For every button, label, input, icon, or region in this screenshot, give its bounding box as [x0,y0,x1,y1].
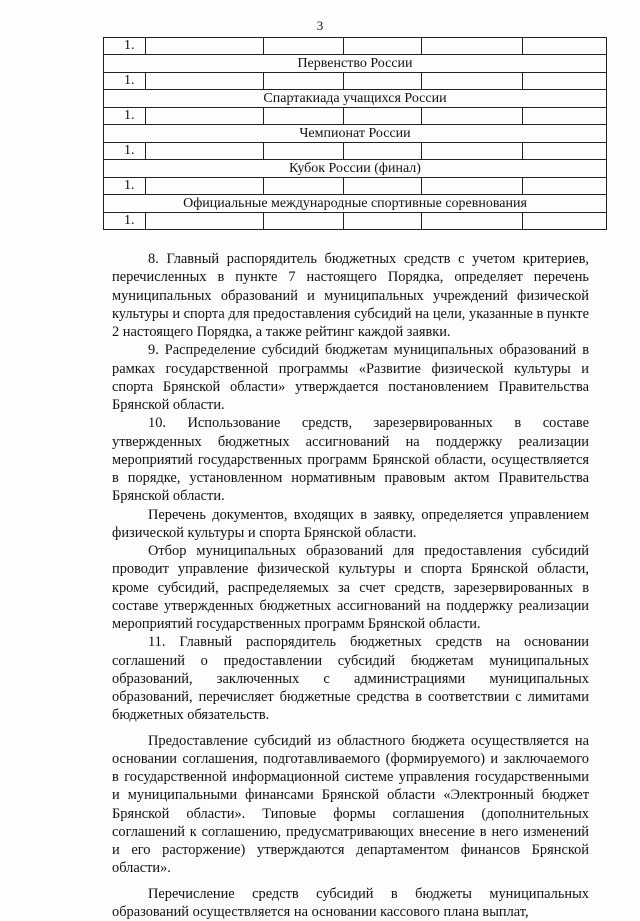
table-row-number: 1. [104,108,146,125]
table-section-row [104,195,607,213]
paragraph-selection: Отбор муниципальных образований для предоставления субсидий проводит управление физической культуры и спорта Брянской области, кроме субсидий, распределяемых за счет средств, зарезервированных в составе утвержденных бюджетных ассигнований на поддержку реализации мероприятий государственных программ Брянской области. [112,542,589,633]
table-cell [146,178,264,195]
table-row [104,38,607,55]
paragraph-9: 9. Распределение субсидий бюджетам муниципальных образований в рамках государственной программы «Развитие физической культуры и спорта Брянской области» утверждается постановлением Правительства Брянской области. [112,341,589,414]
table-cell [344,143,422,160]
table-cell [264,213,344,230]
table-cell [146,143,264,160]
table-cell [422,143,523,160]
table-cell [422,178,523,195]
table-row-number: 1. [104,143,146,160]
document-body [112,250,589,921]
table-cell [344,73,422,90]
table-section-row [104,125,607,143]
table-cell [264,108,344,125]
table-cell [523,178,607,195]
table-cell [344,108,422,125]
table-cell [523,73,607,90]
page-number: 3 [0,18,640,34]
table-row [104,178,607,195]
table-cell [146,73,264,90]
table-row-number: 1. [104,178,146,195]
table-cell [146,38,264,55]
table-cell [264,178,344,195]
table-cell [422,73,523,90]
table-row [104,143,607,160]
table-cell [264,143,344,160]
table-cell [523,213,607,230]
table-section-heading: Спартакиада учащихся России [104,90,607,108]
table-row [104,73,607,90]
table-cell [344,178,422,195]
table-row [104,213,607,230]
table-cell [344,213,422,230]
table-section-row [104,160,607,178]
table-section-heading: Кубок России (финал) [104,160,607,178]
competition-table-body [104,38,607,230]
table-cell [146,213,264,230]
table-row-number: 1. [104,73,146,90]
table-cell [523,108,607,125]
table-cell [422,213,523,230]
table-section-row [104,90,607,108]
paragraph-subsidy-provision: Предоставление субсидий из областного бюджета осуществляется на основании соглашения, подготавливаемого (формируемого) и заключаемого в государственной информационной системе управления государственными и муниципальными финансами Брянской области «Электронный бюджет Брянской области». Типовые формы соглашения (дополнительных соглашений к соглашению, предусматривающих внесение в него изменений и его расторжение) утверждаются департаментом финансов Брянской области». [112,732,589,878]
table-cell [523,143,607,160]
table-cell [422,108,523,125]
competition-table [103,37,607,230]
table-section-heading: Первенство России [104,55,607,73]
paragraph-8: 8. Главный распорядитель бюджетных средств с учетом критериев, перечисленных в пункте 7 настоящего Порядка, определяет перечень муниципальных образований и муниципальных учреждений физической культуры и спорта для предоставления субсидий на цели, указанные в пункте 2 настоящего Порядка, а также рейтинг каждой заявки. [112,250,589,341]
table-row-number: 1. [104,38,146,55]
table-row [104,108,607,125]
table-cell [264,38,344,55]
table-cell [146,108,264,125]
table-section-heading: Чемпионат России [104,125,607,143]
table-cell [344,38,422,55]
paragraph-documents-list: Перечень документов, входящих в заявку, определяется управлением физической культуры и спорта Брянской области. [112,506,589,543]
table-cell [422,38,523,55]
paragraph-10: 10. Использование средств, зарезервированных в составе утвержденных бюджетных ассигнований на поддержку реализации мероприятий государственных программ Брянской области, осуществляется в порядке, установленном нормативным правовым актом Правительства Брянской области. [112,414,589,505]
paragraph-transfer: Перечисление средств субсидий в бюджеты муниципальных образований осуществляется на основании кассового плана выплат, [112,885,589,921]
table-section-row [104,55,607,73]
table-section-heading: Официальные международные спортивные соревнования [104,195,607,213]
paragraph-11: 11. Главный распорядитель бюджетных средств на основании соглашений о предоставлении субсидий бюджетам муниципальных образований, заключенных с администрациями муниципальных образований, перечисляет бюджетные средства в соответствии с лимитами бюджетных обязательств. [112,633,589,724]
table-row-number: 1. [104,213,146,230]
table-cell [523,38,607,55]
table-cell [264,73,344,90]
